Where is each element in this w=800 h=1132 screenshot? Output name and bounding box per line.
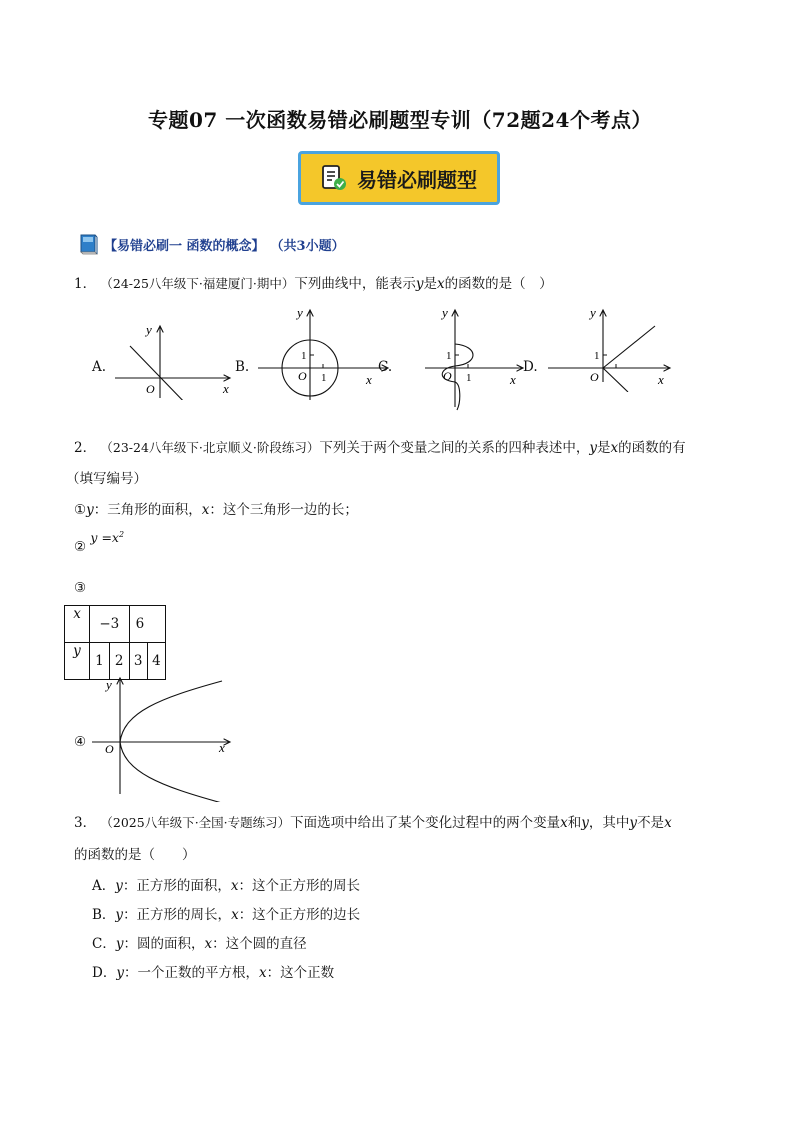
variable-x: x [201, 502, 210, 518]
tick-label-one: 1 [301, 350, 307, 362]
origin-label: O [443, 369, 452, 383]
option-d-label: D. [523, 359, 538, 375]
question-number: 1． [74, 276, 97, 292]
x-axis-label: x [658, 372, 664, 387]
x-axis-label: x [223, 381, 229, 396]
option-text: ：这个正方形的边长 [238, 907, 361, 923]
section-label: 【易错必刷一 函数的概念】 [104, 238, 265, 254]
variable-x: x [230, 878, 239, 894]
q3-option-c [92, 934, 307, 954]
option-letter: D． [92, 965, 117, 981]
option-letter: A． [92, 878, 116, 894]
statement-marker: ② [74, 539, 87, 556]
curve-lower [603, 368, 628, 392]
option-a-label: A. [92, 359, 107, 375]
tick-label-one: 1 [321, 372, 327, 384]
variable-y: y [581, 815, 589, 831]
variable-x: x [437, 276, 445, 292]
y-axis-label: y [146, 322, 152, 337]
formula [90, 530, 124, 545]
question-1-stem [74, 274, 553, 294]
option-text: ：圆的面积， [123, 936, 205, 952]
table-cell: 3 [129, 643, 147, 680]
question-number: 3． [74, 815, 97, 831]
variable-x: x [231, 907, 239, 923]
section-header [78, 233, 345, 255]
book-icon [78, 233, 100, 255]
variable-y: y [115, 907, 124, 923]
table-header-y: y [65, 643, 90, 680]
origin-label: O [590, 370, 599, 384]
variable-x: x [204, 936, 213, 952]
option-text: ：这个正方形的周长 [238, 878, 361, 894]
variable-x: x [610, 440, 619, 456]
graph-option-c [395, 302, 535, 412]
q3-option-a [92, 876, 360, 896]
variable-y: y [86, 502, 94, 518]
question-number: 2． [74, 440, 97, 456]
y-axis-label: y [106, 677, 112, 692]
graph-option-b [253, 302, 393, 402]
y-axis-label: y [590, 305, 596, 320]
section-banner [298, 151, 500, 205]
option-c-label: C. [378, 359, 393, 375]
table-header-x: x [65, 606, 90, 643]
option-text: ：这个正数 [266, 965, 335, 981]
statement-3-marker: ③ [74, 580, 87, 596]
banner-label: 易错必刷题型 [357, 167, 477, 192]
question-source: （2025八年级下·全国·专题练习） [100, 815, 291, 830]
q3-option-d [92, 963, 334, 983]
table-cell: −3 [90, 606, 130, 643]
statement-2 [74, 530, 125, 557]
formula-text: y =x [90, 530, 119, 546]
question-source: （23-24八年级下·北京顺义·阶段练习） [100, 440, 320, 455]
document-check-icon [321, 164, 347, 192]
question-text: 下列曲线中，能表示 [294, 276, 416, 292]
question-3-stem [74, 813, 734, 833]
x-axis-label: x [366, 372, 372, 387]
section-count: （共3小题） [270, 238, 345, 254]
variable-y: y [589, 440, 598, 456]
question-text: 是 [597, 440, 611, 456]
variable-x: x [258, 965, 267, 981]
option-text: ：一个正数的平方根， [123, 965, 259, 981]
question-2-blank: （填写编号） [66, 471, 147, 487]
question-text: 下面选项中给出了某个变化过程中的两个变量 [290, 815, 561, 831]
question-3-tail: 的函数的是（ ） [74, 847, 196, 863]
tick-label-one: 1 [594, 350, 600, 362]
origin-label: O [146, 382, 155, 396]
tick-label-one: 1 [466, 372, 472, 384]
option-b-label: B. [235, 359, 250, 375]
question-text: 是 [423, 276, 438, 292]
curve-upper [603, 326, 655, 368]
question-text: 下列关于两个变量之间的关系的四种表述中， [319, 440, 590, 456]
tick-label-one: 1 [446, 350, 452, 362]
variable-y: y [415, 276, 424, 292]
value-table [64, 605, 166, 680]
statement-1 [74, 500, 358, 520]
question-source: （24-25八年级下·福建厦门·期中） [100, 276, 295, 291]
variable-y: y [115, 936, 124, 952]
option-text: ：这个圆的直径 [212, 936, 307, 952]
x-axis-label: x [219, 740, 225, 755]
question-text: 的函数的有 [618, 440, 686, 456]
question-text: ，其中 [588, 815, 630, 831]
x-axis-label: x [510, 372, 516, 387]
option-letter: B． [92, 907, 116, 923]
question-text: 和 [567, 815, 582, 831]
graph-statement-4 [90, 672, 240, 802]
formula-exponent: 2 [118, 530, 125, 539]
page-title: 专题07 一次函数易错必刷题型专训（72题24个考点） [148, 108, 652, 132]
graph-option-a [110, 320, 240, 400]
variable-y: y [629, 815, 638, 831]
origin-label: O [105, 742, 114, 756]
table-cell: 4 [147, 643, 165, 680]
table-cell: 1 [90, 643, 110, 680]
table-row [65, 606, 166, 643]
variable-y: y [115, 878, 123, 894]
option-letter: C． [92, 936, 116, 952]
variable-y: y [116, 965, 124, 981]
option-text: ：正方形的周长， [123, 907, 232, 923]
table-cell: 6 [129, 606, 165, 643]
statement-text: ：三角形的面积， [93, 502, 202, 518]
origin-label: O [298, 369, 307, 383]
graph-option-d [540, 302, 680, 392]
statement-marker: ① [74, 502, 87, 518]
question-text: 的函数的是（ ） [444, 276, 553, 292]
variable-x: x [664, 815, 672, 831]
q3-option-b [92, 905, 360, 925]
y-axis-label: y [297, 305, 303, 320]
table-cell: 2 [109, 643, 129, 680]
question-text: 不是 [637, 815, 665, 831]
statement-text: ：这个三角形一边的长； [209, 502, 358, 518]
option-text: ：正方形的面积， [122, 878, 231, 894]
variable-x: x [560, 815, 568, 831]
y-axis-label: y [442, 305, 448, 320]
statement-4-marker: ④ [74, 734, 87, 750]
question-2-stem [74, 438, 734, 458]
